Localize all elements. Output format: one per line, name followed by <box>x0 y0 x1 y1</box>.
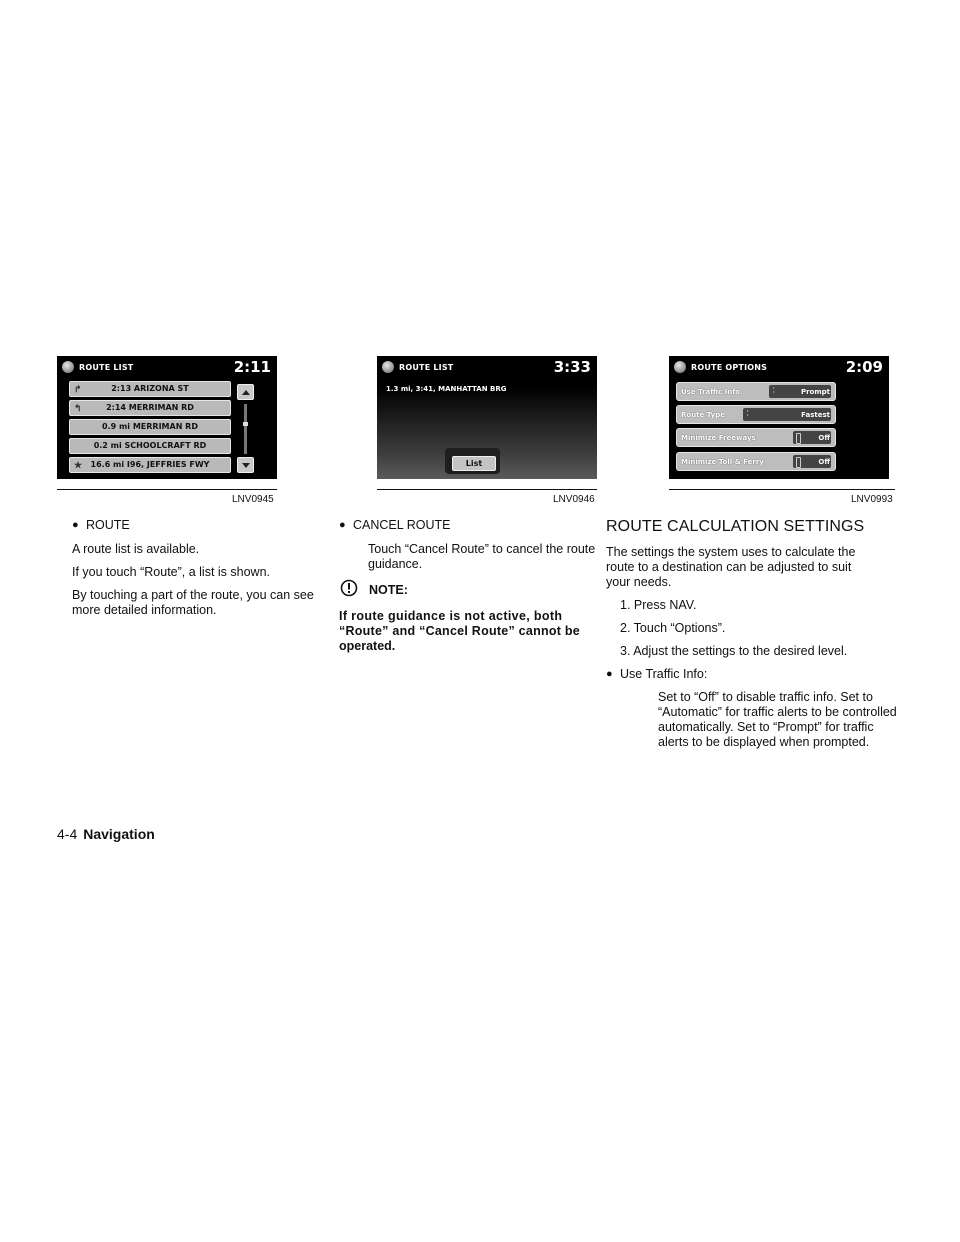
row-text: 16.6 mi I96, JEFFRIES FWY <box>90 460 210 469</box>
selector-dots-icon: • • <box>773 385 775 394</box>
option-label: Minimize Freeways <box>681 434 756 442</box>
nav-logo-icon <box>674 361 686 373</box>
scrollbar-thumb[interactable] <box>243 422 248 426</box>
figure-caption: LNV0945 <box>232 494 274 505</box>
option-value: Prompt <box>800 388 830 396</box>
paragraph-line: guidance. <box>368 557 423 571</box>
route-list-row[interactable] <box>69 381 231 397</box>
option-minimize-toll-ferry[interactable] <box>676 452 836 471</box>
option-value: Off <box>818 434 830 442</box>
paragraph-line: “Automatic” for traffic alerts to be controlled <box>658 705 897 719</box>
paragraph-line: The settings the system uses to calculate the <box>606 545 856 559</box>
screen-header <box>669 356 889 380</box>
figure-caption: LNV0993 <box>851 494 893 505</box>
arrow-up-icon <box>242 390 250 395</box>
option-value: Off <box>818 458 830 466</box>
section-heading: ROUTE CALCULATION SETTINGS <box>606 518 865 535</box>
step-item: 2. Touch “Options”. <box>620 621 726 635</box>
bullet-title: CANCEL ROUTE <box>353 518 451 532</box>
screen-header <box>377 356 597 380</box>
bullet-icon: ● <box>606 668 613 680</box>
row-text: 2:14 MERRIMAN RD <box>106 403 194 412</box>
turn-right-icon: ↱ <box>74 384 82 394</box>
footer <box>57 826 155 842</box>
destination-star-icon: ★ <box>74 460 83 470</box>
toggle-indicator-icon <box>796 457 801 468</box>
clock-time: 2:11 <box>233 358 271 376</box>
paragraph-line: route to a destination can be adjusted to suit <box>606 560 852 574</box>
paragraph: A route list is available. <box>72 542 200 556</box>
figure-caption: LNV0946 <box>553 494 595 505</box>
nav-logo-icon <box>62 361 74 373</box>
screen-title: ROUTE OPTIONS <box>691 363 768 372</box>
screen-header <box>57 356 277 380</box>
screen-title: ROUTE LIST <box>79 363 134 372</box>
scrollbar-track[interactable] <box>244 404 247 454</box>
section-name: Navigation <box>83 826 155 842</box>
route-list-row[interactable] <box>69 457 231 473</box>
step-item: 3. Adjust the settings to the desired level. <box>620 644 848 658</box>
row-text: 0.9 mi MERRIMAN RD <box>102 422 198 431</box>
paragraph-line: your needs. <box>606 575 672 589</box>
note-line: operated. <box>339 639 396 653</box>
warning-icon <box>340 579 358 597</box>
note-title: NOTE: <box>369 583 408 597</box>
option-label: Minimize Toll & Ferry <box>681 458 764 466</box>
route-list-row[interactable] <box>69 400 231 416</box>
list-button[interactable]: List <box>452 456 496 471</box>
note-line: If route guidance is not active, both <box>339 609 563 623</box>
option-label: Use Traffic Info. <box>681 388 743 396</box>
bullet-icon: ● <box>72 519 79 531</box>
route-list-row[interactable] <box>69 438 231 454</box>
step-item: 1. Press NAV. <box>620 598 697 612</box>
route-options-screen <box>669 356 889 479</box>
arrow-down-icon <box>242 463 250 468</box>
scroll-down-button[interactable] <box>237 457 254 473</box>
route-list-row[interactable] <box>69 419 231 435</box>
route-summary-screen <box>377 356 597 479</box>
figure-rule <box>377 489 597 490</box>
toggle-indicator-icon <box>796 433 801 444</box>
option-minimize-freeways[interactable] <box>676 428 836 447</box>
note-line: “Route” and “Cancel Route” cannot be <box>339 624 580 638</box>
bullet-title: Use Traffic Info: <box>620 667 708 681</box>
selector-dots-icon: • • <box>747 408 749 417</box>
paragraph-line: automatically. Set to “Prompt” for traffic <box>658 720 874 734</box>
paragraph: If you touch “Route”, a list is shown. <box>72 565 271 579</box>
page-number: 4-4 <box>57 826 78 842</box>
bullet-icon: ● <box>339 519 346 531</box>
paragraph-line: Set to “Off” to disable traffic info. Set to <box>658 690 873 704</box>
screen-title: ROUTE LIST <box>399 363 454 372</box>
option-route-type[interactable] <box>676 405 836 424</box>
nav-logo-icon <box>382 361 394 373</box>
turn-left-icon: ↰ <box>74 403 82 413</box>
scroll-up-button[interactable] <box>237 384 254 400</box>
row-text: 0.2 mi SCHOOLCRAFT RD <box>93 441 207 450</box>
bullet-title: ROUTE <box>86 518 130 532</box>
option-use-traffic-info[interactable] <box>676 382 836 401</box>
route-summary: 1.3 mi, 3:41, MANHATTAN BRG <box>386 385 507 393</box>
paragraph-line: more detailed information. <box>72 603 217 617</box>
paragraph-line: Touch “Cancel Route” to cancel the route <box>368 542 596 556</box>
option-value: Fastest <box>801 411 830 419</box>
paragraph-line: By touching a part of the route, you can see <box>72 588 314 602</box>
route-list-screen <box>57 356 277 479</box>
clock-time: 3:33 <box>553 358 591 376</box>
figure-rule <box>57 489 277 490</box>
paragraph-line: alerts to be displayed when prompted. <box>658 735 870 749</box>
figure-rule <box>669 489 895 490</box>
row-text: 2:13 ARIZONA ST <box>111 384 189 393</box>
option-label: Route Type <box>681 411 725 419</box>
clock-time: 2:09 <box>845 358 883 376</box>
